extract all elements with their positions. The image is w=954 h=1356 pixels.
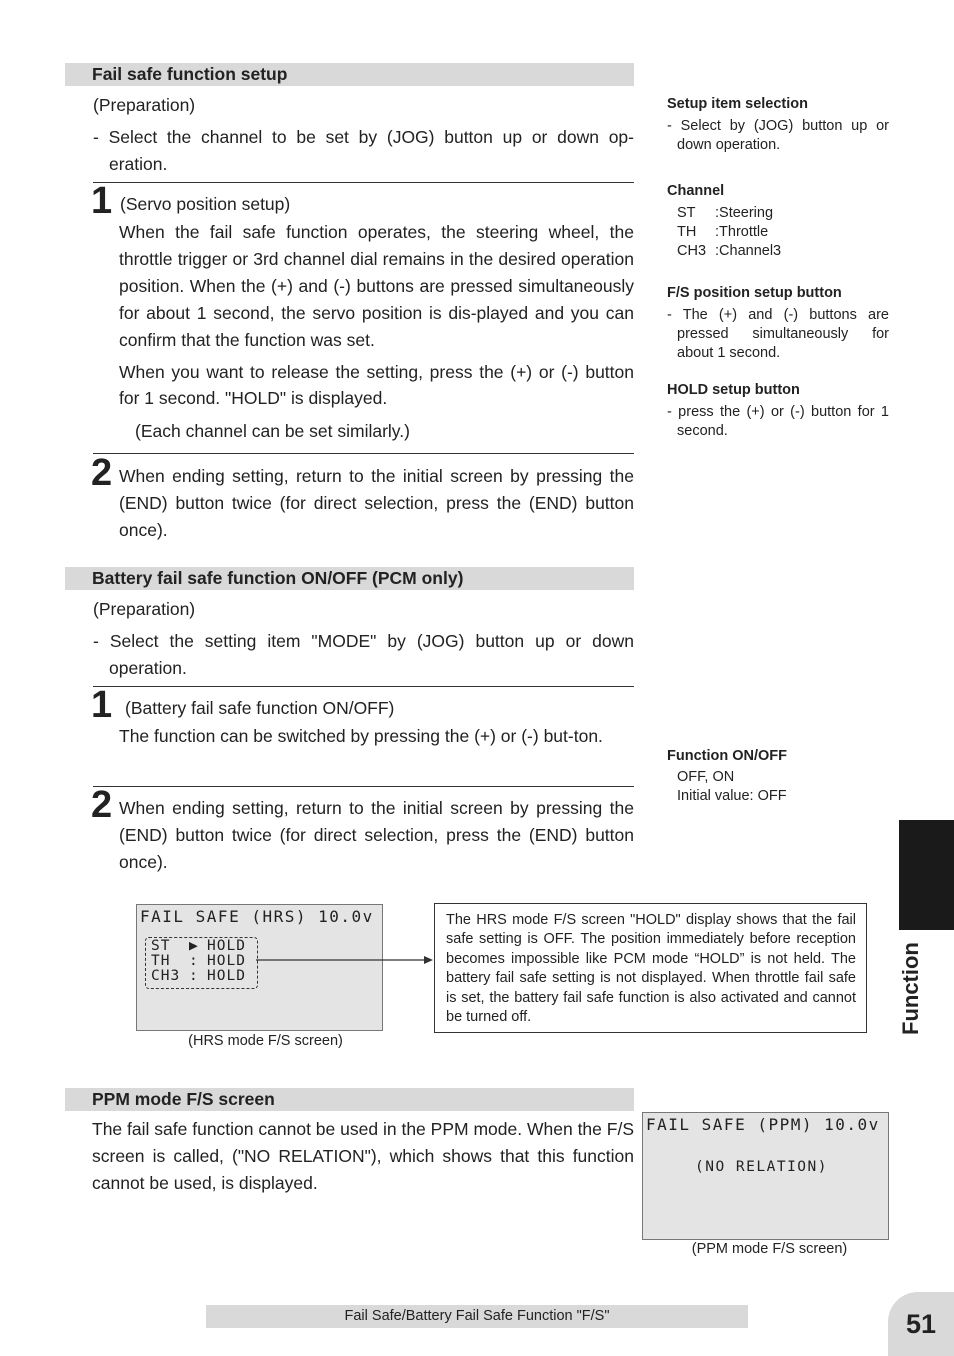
ppm-screen-caption: (PPM mode F/S screen): [691, 1241, 848, 1257]
lcd-separator: :: [189, 968, 199, 984]
lcd-header: FAIL SAFE (PPM) 10.0v: [646, 1115, 880, 1134]
arrow-icon: [256, 952, 436, 968]
lcd-channel: CH3: [151, 968, 181, 984]
lcd-value: HOLD: [207, 938, 246, 954]
channel-row: [677, 223, 768, 242]
divider: [93, 453, 634, 454]
section-heading-fail-safe: Fail safe function setup: [65, 63, 634, 86]
step-title: (Servo position setup): [120, 194, 291, 214]
chapter-tab-label: Function: [898, 942, 923, 1035]
preparation-text-line1: - Select the setting item "MODE" by (JOG) button up or down: [93, 631, 634, 651]
section-heading-ppm: PPM mode F/S screen: [65, 1088, 634, 1111]
lcd-row: [151, 953, 246, 969]
sidebar-text-setup-item: - Select by (JOG) button up or down operation.: [667, 118, 889, 153]
step-paragraph: The function can be switched by pressing the (+) or (-) but-ton.: [119, 726, 603, 746]
channel-code: ST: [677, 205, 696, 221]
sidebar-text-function-initial: Initial value: OFF: [677, 788, 787, 804]
lcd-value: HOLD: [207, 968, 246, 984]
lcd-channel: TH: [151, 953, 171, 969]
footer-title: Fail Safe/Battery Fail Safe Function "F/S": [206, 1305, 748, 1328]
step-paragraph: When ending setting, return to the initial screen by pressing the (END) button twice (for direct selection, press the (END) button once).: [119, 798, 634, 872]
page-number: 51: [888, 1292, 954, 1356]
lcd-cursor-icon: ▶: [189, 938, 199, 954]
preparation-text-line2: operation.: [109, 658, 187, 678]
sidebar-title-setup-item: Setup item selection: [667, 96, 809, 112]
sidebar-title-hold-button: HOLD setup button: [667, 382, 800, 398]
lcd-channel: ST: [151, 938, 171, 954]
hrs-note-box: The HRS mode F/S screen "HOLD" display shows that the fail safe setting is OFF. The position immediately before reception becomes impossible like PCM mode “HOLD” is not held. The battery fail safe setting is not displayed. When throttle fail safe is set, the battery fail safe function is also activated and cannot be turned off.: [434, 903, 867, 1033]
channel-row: [677, 204, 773, 223]
divider: [93, 686, 634, 687]
sidebar-title-function: Function ON/OFF: [667, 748, 788, 764]
channel-name: :Throttle: [715, 224, 769, 240]
lcd-header: FAIL SAFE (HRS) 10.0v: [140, 907, 374, 926]
preparation-text-line1: - Select the channel to be set by (JOG) button up or down op-: [93, 127, 634, 147]
step-paragraph: When you want to release the setting, press the (+) or (-) button for 1 second. "HOLD" is displayed.: [119, 362, 634, 408]
lcd-value: HOLD: [207, 953, 246, 969]
sidebar-text-hold-button: - press the (+) or (-) button for 1 second.: [667, 404, 889, 439]
sidebar-title-channel: Channel: [667, 183, 725, 199]
lcd-message: (NO RELATION): [695, 1159, 828, 1175]
ppm-lcd-screen: [642, 1112, 889, 1240]
divider: [93, 182, 634, 183]
step-note: (Each channel can be set similarly.): [135, 421, 410, 441]
sidebar-text-function-values: OFF, ON: [677, 769, 735, 785]
step-number: 2: [91, 452, 113, 494]
hrs-screen-caption: (HRS mode F/S screen): [188, 1033, 343, 1049]
preparation-label: (Preparation): [93, 599, 196, 619]
preparation-label: (Preparation): [93, 95, 196, 115]
channel-name: :Channel3: [715, 243, 782, 259]
step-number: 2: [91, 784, 113, 826]
lcd-separator: :: [189, 953, 199, 969]
sidebar-title-fs-button: F/S position setup button: [667, 285, 842, 301]
step-title: (Battery fail safe function ON/OFF): [125, 698, 395, 718]
channel-code: CH3: [677, 243, 707, 259]
step-paragraph: When ending setting, return to the initial screen by pressing the (END) button twice (for direct selection, press the (END) button once).: [119, 466, 634, 540]
lcd-row: [151, 968, 246, 984]
step-number: 1: [91, 180, 113, 222]
channel-name: :Steering: [715, 205, 774, 221]
channel-code: TH: [677, 224, 697, 240]
lcd-row: [151, 938, 246, 954]
step-paragraph: When the fail safe function operates, the steering wheel, the throttle trigger or 3rd channel dial remains in the desired operation position. When the (+) and (-) buttons are pressed simultaneously for about 1 second, the servo position is dis-played and you can confirm that the function was set.: [119, 222, 634, 350]
ppm-paragraph: The fail safe function cannot be used in the PPM mode. When the F/S screen is called, ("NO RELATION"), which shows that this function cannot be used, is displayed.: [92, 1119, 634, 1193]
chapter-tab: [899, 820, 954, 930]
section-heading-battery-fail-safe: Battery fail safe function ON/OFF (PCM only): [65, 567, 634, 590]
preparation-text-line2: eration.: [109, 154, 168, 174]
step-number: 1: [91, 684, 113, 726]
divider: [93, 786, 634, 787]
sidebar-text-fs-button: - The (+) and (-) buttons are pressed simultaneously for about 1 second.: [667, 307, 889, 361]
channel-row: [677, 242, 781, 261]
